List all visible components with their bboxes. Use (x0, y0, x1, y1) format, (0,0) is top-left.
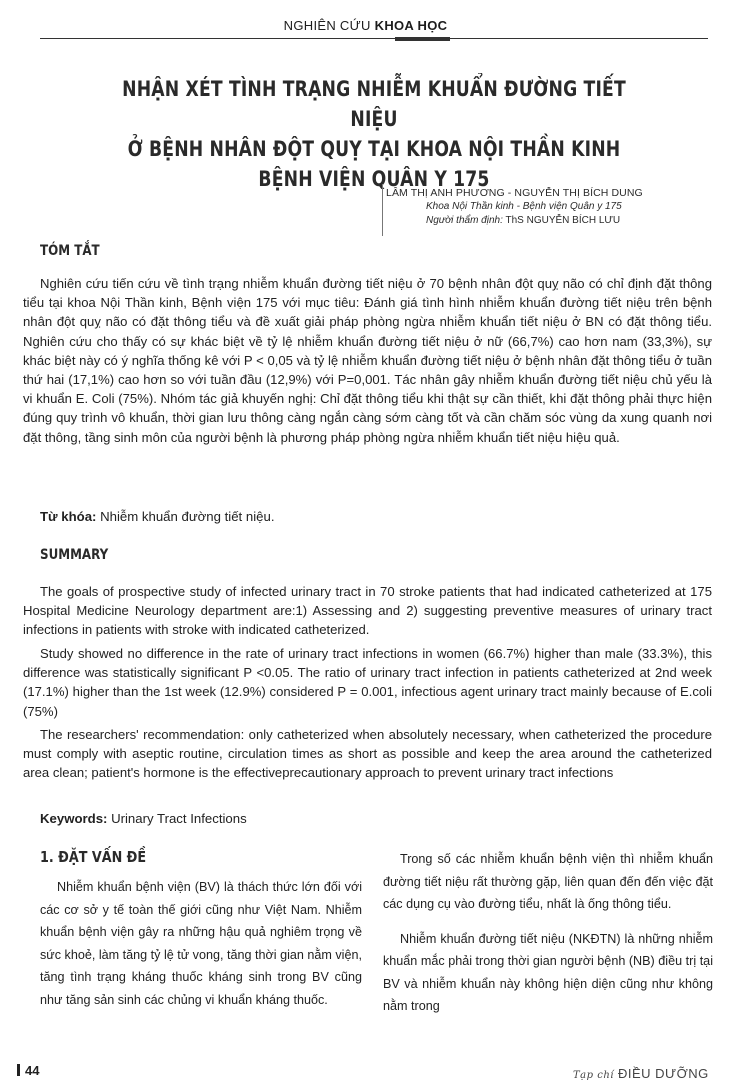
section-1-right-text-2: Nhiễm khuẩn đường tiết niệu (NKĐTN) là những nhiễm khuẩn mắc phải trong thời gian người bệnh (NB) điều trị tại BV và nhiễm khuẩn này không hiện diện cũng như không nằm trong (383, 931, 713, 1013)
keywords-en-text: Urinary Tract Infections (107, 811, 247, 826)
title-line-3: BỆNH VIỆN QUÂN Y 175 (258, 167, 490, 191)
page-number-text: 44 (25, 1063, 40, 1078)
summary-heading: SUMMARY (40, 547, 109, 563)
keywords-vi-text: Nhiễm khuẩn đường tiết niệu. (96, 509, 275, 524)
section-1-left-column (40, 876, 362, 1011)
author-affiliation: Khoa Nội Thần kinh - Bệnh viện Quân y 175 (426, 201, 622, 212)
section-1-right-paragraph-2 (383, 928, 713, 1018)
summary-paragraph-1 (23, 582, 712, 640)
header-rule (40, 38, 708, 39)
title-line-1: NHẬN XÉT TÌNH TRẠNG NHIỄM KHUẨN ĐƯỜNG TIẾT NIỆU (122, 77, 626, 131)
keywords-en (40, 811, 247, 826)
running-header (0, 18, 731, 33)
header-rule-accent (395, 37, 450, 41)
summary-paragraph-2 (23, 644, 712, 721)
keywords-en-label: Keywords: (40, 811, 108, 826)
summary-paragraph-3 (23, 725, 712, 783)
author-divider (382, 184, 383, 236)
title-line-2: Ở BỆNH NHÂN ĐỘT QUỴ TẠI KHOA NỘI THẦN KINH (127, 137, 621, 161)
keywords-vi (40, 509, 274, 524)
reviewer-name: ThS NGUYỄN BÍCH LƯU (502, 215, 621, 226)
reviewer-line (386, 214, 716, 228)
author-names: LÂM THỊ ANH PHƯƠNG - NGUYỄN THỊ BÍCH DUNG (386, 187, 643, 199)
abstract-vi-text: Nghiên cứu tiến cứu về tình trạng nhiễm khuẩn đường tiết niệu ở 70 bệnh nhân đột quỵ não có chỉ định đặt thông tiểu tại khoa Nội Thần kinh, Bệnh viện 175 với mục tiêu: Đánh giá tình hình nhiễm khuẩn đường tiết niệu trên bệnh nhân đột quỵ não có đặt thông tiểu và đề xuất giải pháp phòng ngừa nhiễm khuẩn tiết niệu ở BN có đặt thông tiểu. Nghiên cứu cho thấy có sự khác biệt về tỷ lệ nhiễm khuẩn đường tiết niệu ở nữ (66,7%) cao hơn nam (33,3%), sự khác biệt này có ý nghĩa thống kê với P < 0,05 và tỷ lệ nhiễm khuẩn đường tiết niệu ở bệnh nhân đặt thông tiểu ở tuần thứ hai (17,1%) cao hơn so với tuần đầu (12,9%) với P=0,001. Tác nhân gây nhiễm khuẩn đường tiết niệu chủ yếu là vi khuẩn E. Coli (75%). Nhóm tác giả khuyến nghị: Chỉ đặt thông tiểu khi thật sự cần thiết, khi đặt thông phải thực hiện đúng quy trình vô khuẩn, thời gian lưu thông càng ngắn càng sớm càng tốt và cần chăm sóc vùng da xung quanh nơi đặt thông, tầng sinh môn của người bệnh là phương pháp phòng ngừa nhiễm khuẩn tiết niệu hiệu quả. (23, 276, 712, 445)
section-1-heading: 1. ĐẶT VẤN ĐỀ (40, 848, 147, 866)
header-prefix: NGHIÊN CỨU (283, 18, 375, 33)
summary-p2-text: Study showed no difference in the rate of urinary tract infections in women (66.7%) higher than male (33.3%), this difference was statistically significant P <0.05. The ratio of urinary tract infection in patients catheterized at 2nd week (17.1%) higher than the 1st week (12.9%) considered P = 0.001, infectious agent urinary tract mainly because of E.coli (75%) (23, 646, 712, 719)
section-1-right-text-1: Trong số các nhiễm khuẩn bệnh viện thì nhiễm khuẩn đường tiết niệu rất thường gặp, liên quan đến đến việc đặt các dụng cụ vào đường tiểu, nhất là ống thông tiểu. (383, 852, 713, 911)
section-1-right-column (383, 848, 713, 1018)
journal-prefix: Tạp chí (573, 1070, 614, 1081)
abstract-vi-body (23, 274, 712, 447)
article-title (100, 74, 648, 194)
summary-p3-text: The researchers' recommendation: only catheterized when absolutely necessary, when catheterized the procedure must comply with aseptic routine, circulation times as short as possible and keep the area around the catheterized area clean; patient's hormone is the effectiveprecautionary approach to prevent urinary tract infections (23, 727, 712, 781)
header-bold: KHOA HỌC (374, 18, 448, 33)
journal-title: ĐIỀU DƯỠNG (617, 1066, 709, 1081)
author-block (386, 186, 716, 228)
keywords-vi-label: Từ khóa: (40, 509, 97, 524)
abstract-vi-heading: TÓM TẮT (40, 243, 100, 259)
reviewer-label: Người thẩm định: (426, 215, 503, 226)
section-1-right-paragraph-1 (383, 848, 713, 916)
summary-p1-text: The goals of prospective study of infected urinary tract in 70 stroke patients that had indicated catheterized at 175 Hospital Medicine Neurology department are:1) Assessing and 2) suggesting preventive measures of urinary tract infections in patients with stroke with indicated catheterized. (23, 584, 712, 638)
section-1-left-text: Nhiễm khuẩn bệnh viện (BV) là thách thức lớn đối với các cơ sở y tế toàn thế giới cũng như Việt Nam. Nhiễm khuẩn bệnh viện gây ra những hậu quả nghiêm trọng về sức khoẻ, làm tăng tỷ lệ tử vong, tăng thời gian nằm viện, tăng tình trạng kháng thuốc kháng sinh trong BV cũng như tăng sản sinh các chủng vi khuẩn kháng thuốc. (40, 880, 362, 1007)
page-number (17, 1063, 39, 1078)
journal-name (573, 1066, 709, 1081)
